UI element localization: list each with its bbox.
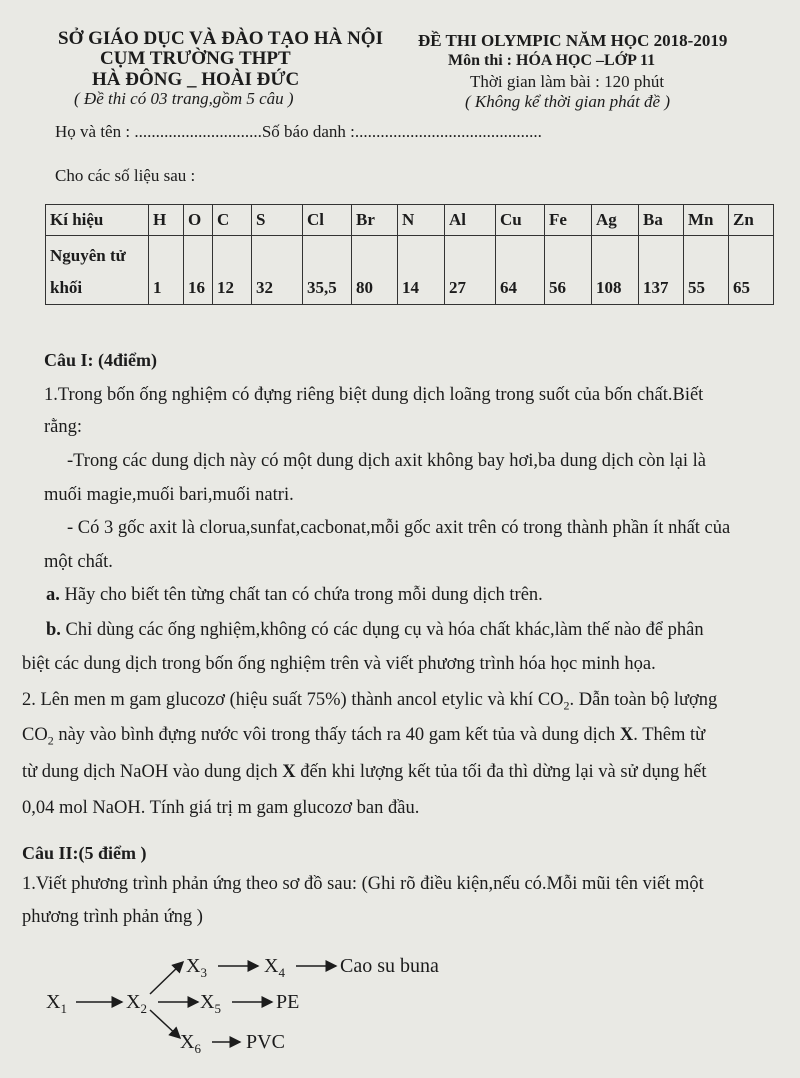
mass-cell: 32 [252,236,303,305]
symbol-cell: S [252,205,303,236]
q2-paragraph-1: 1.Viết phương trình phản ứng theo sơ đồ sau: (Ghi rõ điều kiện,nếu có.Mỗi mũi tên viết một [22,874,704,894]
question-1-title: Câu I: (4điểm) [44,350,157,370]
q1-part-a-text: Hãy cho biết tên từng chất tan có chứa trong mỗi dung dịch trên. [59,585,543,605]
node-x5: $X_5$ [200,991,221,1016]
q1-part-a [46,585,543,606]
q1-paragraph-3b: một chất. [44,552,113,572]
symbol-cell: Fe [545,205,592,236]
node-x6: $X_6$ [180,1031,201,1056]
arrow [150,962,183,994]
exam-duration-note: ( Không kể thời gian phát đề ) [465,92,671,111]
mass-cell: 27 [445,236,496,305]
node-x3: $X_3$ [186,955,207,980]
student-info-line: Họ và tên : ..............................Số báo danh :............................................ [55,122,542,141]
q1-part-b-label: b. [46,620,61,640]
subscript: 2 [563,698,570,713]
q1-paragraph-2b: muối magie,muối bari,muối natri. [44,485,294,505]
q1-item-2-line2-end: . Thêm từ [633,725,706,745]
intro-text: Cho các số liệu sau : [55,166,196,185]
symbol-row-label: Kí hiệu [46,205,149,236]
header-schools: HÀ ĐÔNG _ HOÀI ĐỨC [92,69,300,90]
q1-item-2-text: 2. Lên men m gam glucozơ (hiệu suất 75%) thành ancol etylic và khí CO [22,690,564,710]
reaction-scheme-diagram [40,940,500,1065]
mass-cell: 56 [545,236,592,305]
question-2-title: Câu II:(5 điểm ) [22,843,147,863]
q1-paragraph-1: 1.Trong bốn ống nghiệm có đựng riêng biệt dung dịch loãng trong suốt của bốn chất.Biết [44,385,704,405]
node-x1: $X_1$ [46,991,67,1016]
symbol-cell: Zn [729,205,774,236]
solution-x: X [619,725,634,745]
symbol-row [46,205,774,236]
symbol-cell: H [149,205,184,236]
subscript: 2 [47,733,54,748]
product-pvc: PVC [246,1031,285,1053]
symbol-cell: C [213,205,252,236]
exam-title: ĐỀ THI OLYMPIC NĂM HỌC 2018-2019 [418,31,728,50]
q1-paragraph-2: -Trong các dung dịch này có một dung dịch axit không bay hơi,ba dung dịch còn lại là [67,451,706,471]
mass-row [46,236,774,305]
mass-row-label-line2: khối [50,278,83,297]
mass-cell: 14 [398,236,445,305]
symbol-cell: Cu [496,205,545,236]
q2-paragraph-1b: phương trình phản ứng ) [22,907,203,927]
symbol-cell: Cl [303,205,352,236]
header-cluster: CỤM TRƯỜNG THPT [100,48,291,69]
symbol-cell: Mn [684,205,729,236]
symbol-cell: N [398,205,445,236]
product-pe: PE [276,991,300,1013]
exam-duration: Thời gian làm bài : 120 phút [470,72,665,91]
arrow [150,1010,180,1038]
header-pages-note: ( Đề thi có 03 trang,gồm 5 câu ) [74,89,294,108]
mass-cell: 35,5 [303,236,352,305]
q1-item-2-line3 [22,762,706,783]
mass-cell: 64 [496,236,545,305]
symbol-cell: O [184,205,213,236]
node-x4: $X_4$ [264,955,285,980]
mass-cell: 55 [684,236,729,305]
mass-cell: 80 [352,236,398,305]
atomic-mass-table [45,204,774,305]
symbol-cell: Ag [592,205,639,236]
q1-part-b [46,620,704,641]
co2-formula: CO [22,725,48,745]
q1-item-2-text-end: . Dẫn toàn bộ lượng [569,690,718,710]
solution-x: X [282,762,296,782]
symbol-cell: Al [445,205,496,236]
mass-cell: 108 [592,236,639,305]
q1-paragraph-3: - Có 3 gốc axit là clorua,sunfat,cacbonat,mỗi gốc axit trên có trong thành phần ít nhất của [67,518,731,538]
symbol-cell: Br [352,205,398,236]
mass-cell: 137 [639,236,684,305]
q1-item-2-line4: 0,04 mol NaOH. Tính giá trị m gam glucozơ ban đầu. [22,798,420,818]
q1-part-b-line2: biệt các dung dịch trong bốn ống nghiệm trên và viết phương trình hóa học minh họa. [22,654,656,674]
q1-part-a-label: a. [46,585,60,605]
q1-item-2-line2 [22,725,705,749]
symbol-cell: Ba [639,205,684,236]
q1-item-2-line1 [22,690,717,714]
q1-item-2-line3-text: từ dung dịch NaOH vào dung dịch [22,762,283,782]
mass-row-label [46,236,149,305]
q1-item-2-line3-end: đến khi lượng kết tủa tối đa thì dừng lại và sử dụng hết [295,762,707,782]
product-cao-su-buna: Cao su buna [340,955,439,977]
mass-cell: 1 [149,236,184,305]
mass-cell: 16 [184,236,213,305]
q1-paragraph-1b: rằng: [44,417,83,437]
header-agency: SỞ GIÁO DỤC VÀ ĐÀO TẠO HÀ NỘI [58,28,383,49]
mass-row-label-line1: Nguyên tử [50,246,126,265]
node-x2: $X_2$ [126,991,147,1016]
mass-cell: 65 [729,236,774,305]
exam-subject: Môn thi : HÓA HỌC –LỚP 11 [448,52,656,69]
q1-part-b-text: Chỉ dùng các ống nghiệm,không có các dụng cụ và hóa chất khác,làm thế nào để phân [60,620,704,640]
mass-cell: 12 [213,236,252,305]
q1-item-2-line2-text: này vào bình đựng nước vôi trong thấy tách ra 40 gam kết tủa và dung dịch [53,725,620,745]
